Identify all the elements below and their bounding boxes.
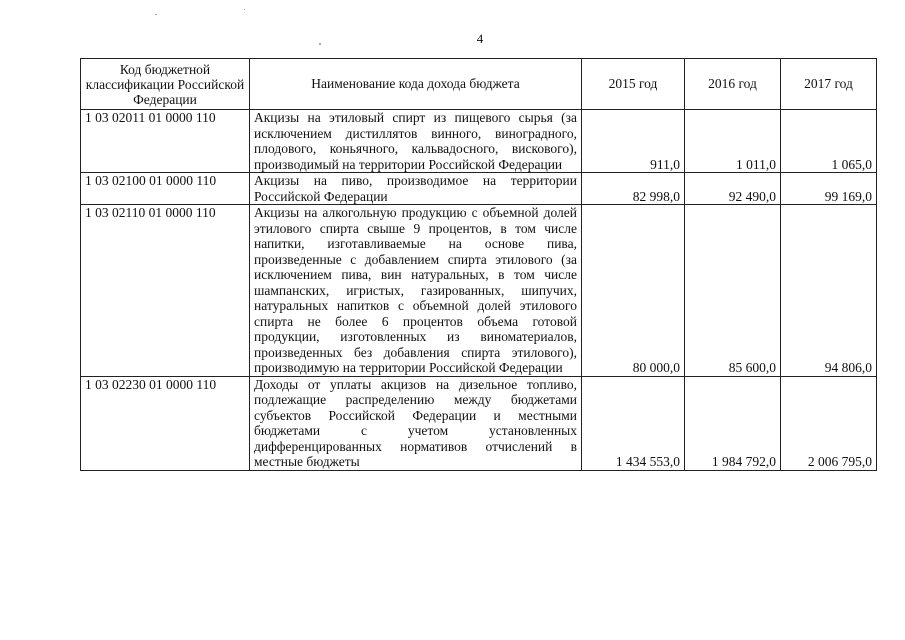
- row-value-2016: 1 011,0: [685, 110, 781, 173]
- row-value-2015: 911,0: [582, 110, 685, 173]
- table-row: [81, 376, 877, 470]
- table-row: [81, 110, 877, 173]
- row-code: 1 03 02100 01 0000 110: [81, 173, 250, 205]
- row-name: Акцизы на этиловый спирт из пищевого сырья (за исключением дистиллятов винного, виноградного, плодового, коньячного, кальвадосного, вискового), производимый на территории Российской Федерации: [250, 110, 582, 173]
- table-row: [81, 205, 877, 377]
- row-code: 1 03 02110 01 0000 110: [81, 205, 250, 377]
- row-value-2015: 82 998,0: [582, 173, 685, 205]
- header-name: Наименование кода дохода бюджета: [250, 59, 582, 110]
- table-row: [81, 173, 877, 205]
- budget-revenue-table: [80, 58, 877, 471]
- row-value-2016: 1 984 792,0: [685, 376, 781, 470]
- row-value-2017: 1 065,0: [781, 110, 877, 173]
- row-value-2017: 94 806,0: [781, 205, 877, 377]
- row-value-2016: 92 490,0: [685, 173, 781, 205]
- header-2017: 2017 год: [781, 59, 877, 110]
- header-code: Код бюджетной классификации Российской Федерации: [81, 59, 250, 110]
- row-value-2017: 99 169,0: [781, 173, 877, 205]
- row-name: Доходы от уплаты акцизов на дизельное топливо, подлежащие распределению между бюджетами субъектов Российской Федерации и местными бюджетами с учетом установленных дифференцированных нормативов отчислений в местные бюджеты: [250, 376, 582, 470]
- row-value-2017: 2 006 795,0: [781, 376, 877, 470]
- row-code: 1 03 02011 01 0000 110: [81, 110, 250, 173]
- header-2016: 2016 год: [685, 59, 781, 110]
- table-header-row: [81, 59, 877, 110]
- scan-speck: [244, 9, 245, 10]
- page-number: 4: [476, 31, 484, 46]
- row-name: Акцизы на пиво, производимое на территории Российской Федерации: [250, 173, 582, 205]
- row-code: 1 03 02230 01 0000 110: [81, 376, 250, 470]
- row-value-2015: 1 434 553,0: [582, 376, 685, 470]
- header-2015: 2015 год: [582, 59, 685, 110]
- row-value-2016: 85 600,0: [685, 205, 781, 377]
- row-name: Акцизы на алкогольную продукцию с объемной долей этилового спирта свыше 9 процентов, в том числе напитки, изготавливаемые на основе пива, произведенные с добавлением спирта этилового (за исключением пива, вин натуральных, в том числе шампанских, игристых, газированных, шипучих, натуральных напитков с объемной долей этилового спирта не более 6 процентов объема готовой продукции, изготовленных из виноматериалов, произведенных без добавления спирта этилового), производимую на территории Российской Федерации: [250, 205, 582, 377]
- scan-speck: [319, 43, 321, 45]
- row-value-2015: 80 000,0: [582, 205, 685, 377]
- scan-speck: [155, 14, 157, 15]
